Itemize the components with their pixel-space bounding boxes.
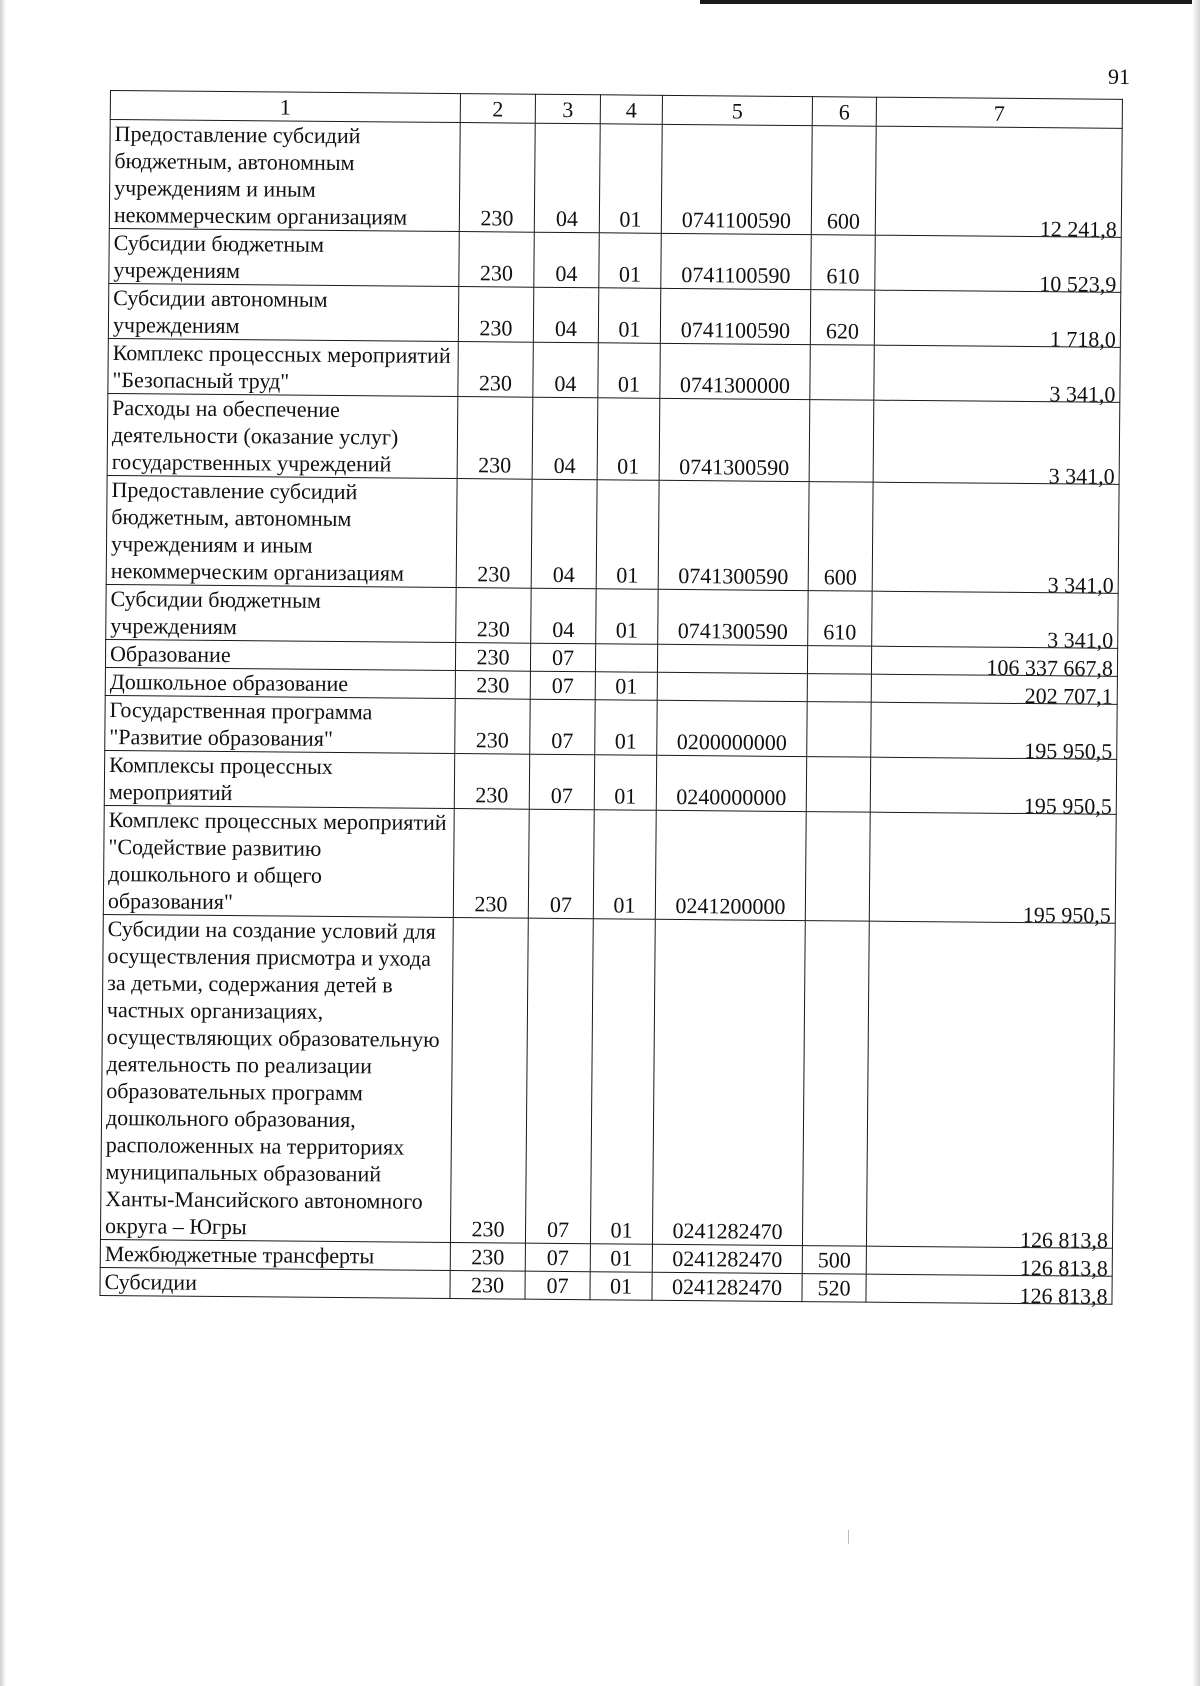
section-code-cell: 07 — [530, 671, 595, 700]
amount-value: 195 950,5 — [1024, 738, 1113, 764]
admin-code-cell: 230 — [455, 671, 530, 700]
admin-code-cell: 230 — [459, 123, 535, 233]
section-code-cell: 07 — [529, 754, 594, 810]
target-code-cell: 0241282470 — [652, 919, 805, 1245]
amount-value: 202 707,1 — [1024, 683, 1113, 709]
amount-value: 3 341,0 — [1047, 572, 1114, 598]
row-name-cell: Субсидии на создание условий для осуществления присмотра и ухода за детьми, содержания детей в частных организациях, осуществляющих образовательную деятельность по реализации образовательных программ дошкольного образования, расположенных на территориях муниципальных образований Ханты-Мансийского автономного округа – Югры — [100, 914, 453, 1242]
amount-cell — [866, 921, 1115, 1253]
subsection-code-cell: 01 — [597, 398, 660, 481]
amount-value: 126 813,8 — [1019, 1254, 1108, 1281]
admin-code-cell: 230 — [453, 809, 529, 919]
section-code-cell: 04 — [533, 342, 598, 398]
table-row — [100, 914, 1115, 1248]
amount-cell — [870, 757, 1116, 819]
target-code-cell: 0741100590 — [661, 233, 811, 289]
amount-value: 126 813,8 — [1019, 1282, 1108, 1309]
subsection-code-cell: 01 — [599, 124, 662, 234]
admin-code-cell: 230 — [455, 643, 530, 672]
admin-code-cell: 230 — [450, 918, 528, 1244]
subsection-code-cell: 01 — [599, 233, 661, 289]
row-name-cell: Субсидии — [100, 1267, 450, 1298]
admin-code-cell: 230 — [458, 342, 533, 398]
subsection-code-cell: 01 — [594, 755, 656, 811]
subsection-code-cell: 01 — [595, 700, 657, 756]
subsection-code-cell: 01 — [590, 919, 655, 1245]
expense-type-code-cell — [810, 345, 874, 401]
subsection-code-cell: 01 — [595, 672, 657, 701]
amount-value: 1 718,0 — [1049, 326, 1116, 352]
section-code-cell: 07 — [528, 809, 594, 919]
subsection-code-cell: 01 — [590, 1244, 652, 1273]
section-code-cell: 04 — [531, 479, 597, 589]
table-row — [108, 338, 1120, 402]
scan-right-edge — [1192, 0, 1200, 1686]
header-cell: 5 — [662, 95, 812, 125]
amount-cell — [873, 400, 1120, 489]
target-code-cell — [657, 644, 807, 673]
table-row — [106, 584, 1118, 648]
row-name-cell: Субсидии бюджетным учреждениям — [109, 228, 459, 286]
amount-value: 3 341,0 — [1048, 463, 1115, 489]
admin-code-cell: 230 — [456, 479, 532, 589]
expense-type-code-cell: 500 — [802, 1246, 866, 1275]
expense-type-code-cell: 600 — [808, 482, 873, 592]
admin-code-cell: 230 — [457, 397, 533, 480]
section-code-cell: 07 — [530, 643, 595, 672]
section-code-cell: 07 — [525, 918, 593, 1244]
section-code-cell: 04 — [531, 588, 596, 644]
expense-type-code-cell: 610 — [811, 235, 875, 291]
row-name-cell: Образование — [105, 639, 455, 670]
amount-value: 106 337 667,8 — [986, 654, 1114, 681]
subsection-code-cell — [595, 644, 657, 673]
target-code-cell — [657, 672, 807, 701]
row-name-cell: Комплексы процессных мероприятий — [104, 750, 454, 808]
expense-type-code-cell — [807, 674, 871, 703]
section-code-cell: 04 — [533, 287, 598, 343]
table-row — [109, 228, 1121, 292]
expense-type-code-cell — [809, 400, 874, 483]
target-code-cell: 0741300000 — [660, 343, 810, 399]
expense-type-code-cell: 610 — [808, 591, 872, 647]
expense-type-code-cell: 520 — [802, 1274, 866, 1303]
subsection-code-cell: 01 — [598, 288, 660, 344]
target-code-cell: 0741300590 — [659, 398, 810, 481]
section-code-cell: 07 — [530, 699, 595, 755]
table-row — [105, 695, 1117, 759]
expense-type-code-cell — [802, 921, 869, 1247]
target-code-cell: 0741300590 — [658, 480, 809, 590]
subsection-code-cell: 01 — [593, 810, 656, 920]
amount-value: 10 523,9 — [1039, 271, 1117, 297]
expense-type-code-cell: 620 — [810, 290, 874, 346]
admin-code-cell: 230 — [456, 588, 531, 644]
amount-value: 195 950,5 — [1023, 793, 1112, 819]
amount-cell — [874, 290, 1120, 352]
amount-value: 12 241,8 — [1039, 216, 1117, 242]
scan-top-edge — [700, 0, 1200, 4]
table-row — [106, 475, 1119, 593]
target-code-cell: 0741300590 — [658, 589, 808, 645]
page-number: 91 — [1108, 64, 1130, 89]
table-row — [109, 120, 1122, 238]
amount-cell — [875, 126, 1122, 242]
expense-type-code-cell — [807, 702, 871, 758]
admin-code-cell: 230 — [450, 1271, 525, 1300]
subsection-code-cell: 01 — [590, 1272, 652, 1301]
table-row — [108, 283, 1120, 347]
amount-cell — [871, 702, 1117, 764]
expense-type-code-cell — [805, 812, 870, 922]
amount-value: 126 813,8 — [1019, 1226, 1109, 1253]
row-name-cell: Расходы на обеспечение деятельности (оказание услуг) государственных учреждений — [107, 393, 458, 478]
row-name-cell: Межбюджетные трансферты — [100, 1239, 450, 1270]
subsection-code-cell: 01 — [596, 480, 659, 590]
header-cell: 3 — [535, 94, 600, 124]
section-code-cell: 04 — [532, 397, 598, 480]
section-code-cell: 07 — [525, 1271, 590, 1300]
expense-type-code-cell: 600 — [811, 126, 876, 236]
admin-code-cell: 230 — [459, 232, 534, 288]
row-name-cell: Предоставление субсидий бюджетным, автономным учреждениям и иным некоммерческим организациям — [109, 120, 460, 232]
admin-code-cell: 230 — [450, 1243, 525, 1272]
budget-table — [99, 90, 1122, 1309]
target-code-cell: 0200000000 — [657, 700, 807, 756]
row-name-cell: Предоставление субсидий бюджетным, автономным учреждениям и иным некоммерческим организациям — [106, 475, 457, 587]
section-code-cell: 07 — [525, 1243, 590, 1272]
subsection-code-cell: 01 — [596, 589, 658, 645]
row-name-cell: Субсидии автономным учреждениям — [108, 283, 458, 341]
target-code-cell: 0241282470 — [652, 1272, 802, 1301]
expense-type-code-cell — [806, 757, 870, 813]
table-row — [104, 750, 1116, 814]
target-code-cell: 0241282470 — [652, 1244, 802, 1273]
row-name-cell: Комплекс процессных мероприятий "Безопасный труд" — [108, 338, 458, 396]
target-code-cell: 0741100590 — [660, 288, 810, 344]
admin-code-cell: 230 — [458, 287, 533, 343]
target-code-cell: 0241200000 — [655, 810, 806, 920]
table-row — [107, 393, 1120, 484]
admin-code-cell: 230 — [455, 699, 530, 755]
subsection-code-cell: 01 — [598, 343, 660, 399]
header-cell: 7 — [876, 97, 1122, 128]
row-name-cell: Дошкольное образование — [105, 667, 455, 698]
amount-cell — [875, 235, 1121, 297]
section-code-cell: 04 — [534, 232, 599, 288]
amount-value: 3 341,0 — [1047, 627, 1114, 653]
row-name-cell: Субсидии бюджетным учреждениям — [106, 584, 456, 642]
amount-cell — [872, 482, 1119, 598]
admin-code-cell: 230 — [454, 754, 529, 810]
header-cell: 1 — [110, 91, 460, 123]
scan-artifact — [848, 1530, 849, 1544]
amount-cell — [874, 345, 1120, 407]
amount-cell — [872, 591, 1118, 653]
scan-left-edge — [0, 0, 6, 1686]
header-cell: 6 — [812, 97, 876, 127]
expense-type-code-cell — [807, 646, 871, 675]
table-row — [103, 805, 1116, 923]
row-name-cell: Государственная программа "Развитие образования" — [105, 695, 455, 753]
target-code-cell: 0741100590 — [661, 124, 812, 234]
amount-cell — [869, 812, 1116, 928]
row-name-cell: Комплекс процессных мероприятий "Содействие развитию дошкольного и общего образования" — [103, 805, 454, 917]
section-code-cell: 04 — [534, 123, 600, 233]
amount-value: 195 950,5 — [1022, 901, 1111, 928]
amount-value: 3 341,0 — [1049, 381, 1116, 407]
target-code-cell: 0240000000 — [656, 755, 806, 811]
header-cell: 2 — [460, 94, 535, 124]
header-cell: 4 — [600, 95, 662, 125]
